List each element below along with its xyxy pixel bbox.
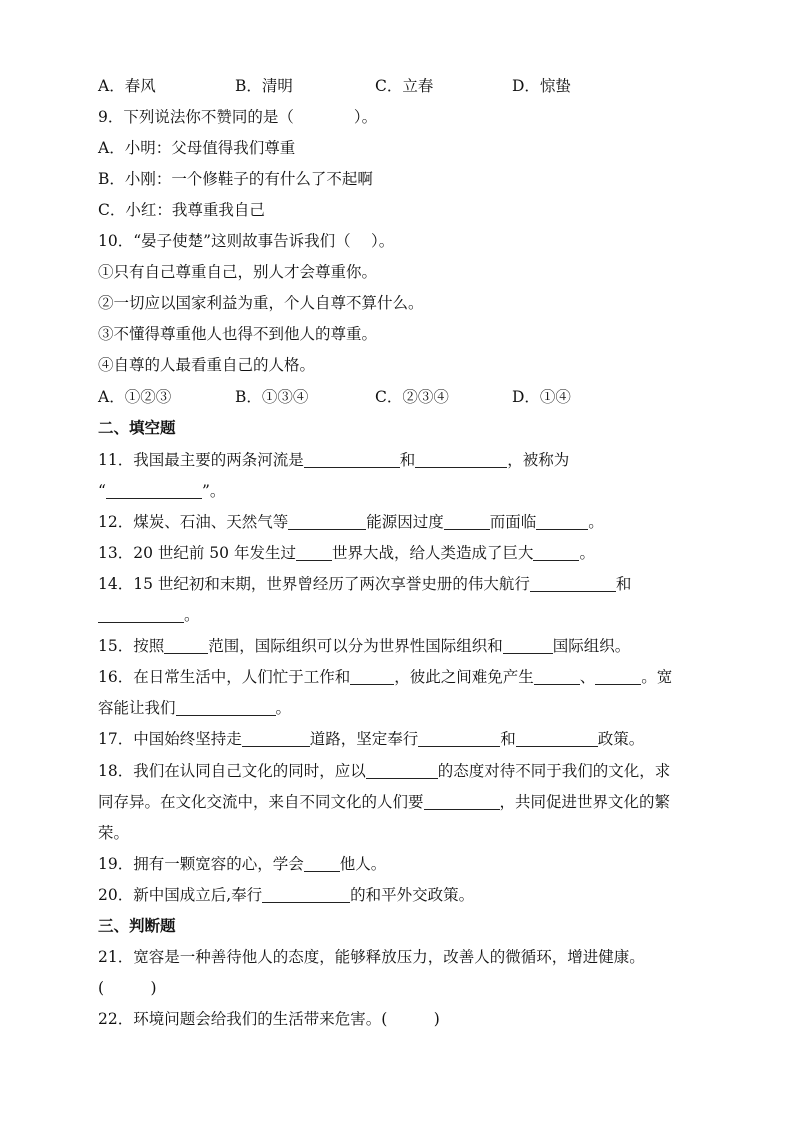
q12-blank-3[interactable] bbox=[536, 513, 588, 530]
q11-text-c: ，被称为 bbox=[507, 451, 570, 469]
q12-blank-2[interactable] bbox=[444, 513, 490, 530]
q9-option-c[interactable]: C．小红：我尊重我自己 bbox=[98, 201, 265, 219]
q12-text-b: 能源因过度 bbox=[366, 513, 444, 531]
q13-text-a: 13．20 世纪前 50 年发生过 bbox=[98, 544, 296, 562]
q8-option-b[interactable]: B．清明 bbox=[235, 77, 293, 95]
q14-text-c: 。 bbox=[184, 606, 200, 624]
q16-text-b: ，彼此之间难免产生 bbox=[394, 668, 534, 686]
q9-stem-text: 9．下列说法你不赞同的是（ bbox=[98, 108, 294, 126]
q19-line bbox=[98, 853, 698, 875]
q17-blank-1[interactable] bbox=[242, 730, 310, 747]
q20-line bbox=[98, 884, 698, 906]
q17-blank-3[interactable] bbox=[516, 730, 598, 747]
q14-line1 bbox=[98, 573, 698, 595]
q16-blank-1[interactable] bbox=[350, 668, 394, 685]
q18-text-c: 同存异。在文化交流中，来自不同文化的人们要 bbox=[98, 793, 424, 811]
q10-statement-3: ③不懂得尊重他人也得不到他人的尊重。 bbox=[98, 325, 378, 343]
q9-option-b[interactable]: B．小刚：一个修鞋子的有什么了不起啊 bbox=[98, 170, 373, 188]
q13-text-c: 。 bbox=[579, 544, 595, 562]
q11-text-b: 和 bbox=[399, 451, 416, 469]
q14-blank-2[interactable] bbox=[98, 606, 184, 623]
q12-text-a: 12．煤炭、石油、天然气等 bbox=[98, 513, 289, 531]
q18-line3: 荣。 bbox=[98, 824, 130, 842]
q14-text-b: 和 bbox=[615, 575, 632, 593]
q10-option-b[interactable]: B．①③④ bbox=[235, 388, 309, 406]
q19-text-a: 19．拥有一颗宽容的心，学会 bbox=[98, 855, 304, 873]
q17-text-c: 和 bbox=[500, 730, 516, 748]
q21-statement: 21．宽容是一种善待他人的态度，能够释放压力，改善人的微循环，增进健康。 bbox=[98, 948, 645, 966]
q21-answer-brackets[interactable]: ( ) bbox=[98, 979, 157, 997]
q16-text-d: 。宽 bbox=[641, 668, 673, 686]
q14-blank-1[interactable] bbox=[530, 575, 616, 592]
q18-line1 bbox=[98, 760, 698, 782]
q10-statement-2: ②一切应以国家利益为重，个人自尊不算什么。 bbox=[98, 294, 424, 312]
q10-option-d[interactable]: D．①④ bbox=[512, 388, 571, 406]
q12-line bbox=[98, 511, 698, 533]
q11-line2 bbox=[98, 480, 698, 502]
q8-option-a[interactable]: A．春风 bbox=[98, 77, 156, 95]
q11-blank-2[interactable] bbox=[415, 451, 507, 468]
section-judgement-heading: 三、判断题 bbox=[98, 916, 176, 935]
q11-line1 bbox=[98, 449, 698, 471]
q15-line bbox=[98, 635, 698, 657]
q9-stem-end: ）。 bbox=[353, 108, 378, 126]
q16-text-c: 、 bbox=[579, 668, 596, 686]
q18-blank-2[interactable] bbox=[424, 793, 500, 810]
q10-statement-1: ①只有自己尊重自己，别人才会尊重你。 bbox=[98, 263, 378, 281]
q10-stem: 10．“晏子使楚”这则故事告诉我们（ ）。 bbox=[98, 232, 395, 250]
q15-blank-2[interactable] bbox=[503, 637, 553, 654]
q17-line bbox=[98, 728, 698, 750]
q16-text-e: 容能让我们 bbox=[98, 699, 176, 717]
q18-text-a: 18．我们在认同自己文化的同时，应以 bbox=[98, 762, 366, 780]
q13-text-b: 世界大战，给人类造成了巨大 bbox=[331, 544, 534, 562]
q11-blank-3[interactable] bbox=[106, 482, 202, 499]
q16-blank-2[interactable] bbox=[534, 668, 580, 685]
q11-quote-open: “ bbox=[98, 482, 106, 500]
q13-blank-2[interactable] bbox=[533, 544, 579, 561]
q15-text-a: 15．按照 bbox=[98, 637, 165, 655]
q13-line bbox=[98, 542, 698, 564]
q9-stem bbox=[98, 106, 698, 128]
q12-text-d: 。 bbox=[588, 513, 604, 531]
q17-text-d: 政策。 bbox=[597, 730, 645, 748]
q20-blank-1[interactable] bbox=[262, 886, 350, 903]
q9-option-a[interactable]: A．小明：父母值得我们尊重 bbox=[98, 139, 296, 157]
q12-text-c: 而面临 bbox=[489, 513, 537, 531]
q17-blank-2[interactable] bbox=[418, 730, 500, 747]
q8-option-c[interactable]: C．立春 bbox=[375, 77, 434, 95]
q11-text-a: 11．我国最主要的两条河流是 bbox=[98, 451, 304, 469]
q10-option-a[interactable]: A．①②③ bbox=[98, 388, 172, 406]
q19-blank-1[interactable] bbox=[304, 855, 340, 872]
q16-text-f: 。 bbox=[275, 699, 292, 717]
q15-text-b: 范围，国际组织可以分为世界性国际组织和 bbox=[208, 637, 503, 655]
q16-blank-3[interactable] bbox=[595, 668, 641, 685]
q8-option-d[interactable]: D．惊蛰 bbox=[512, 77, 571, 95]
q15-blank-1[interactable] bbox=[164, 637, 208, 654]
section-fill-in-heading: 二、填空题 bbox=[98, 418, 176, 437]
q13-blank-1[interactable] bbox=[296, 544, 332, 561]
q20-text-b: 的和平外交政策。 bbox=[350, 886, 475, 904]
q10-statement-4: ④自尊的人最看重自己的人格。 bbox=[98, 356, 316, 374]
q12-blank-1[interactable] bbox=[288, 513, 366, 530]
q14-text-a: 14．15 世纪初和末期，世界曾经历了两次享誉史册的伟大航行 bbox=[98, 575, 530, 593]
q14-line2 bbox=[98, 604, 698, 626]
q18-text-d: ，共同促进世界文化的繁 bbox=[499, 793, 671, 811]
q10-option-c[interactable]: C．②③④ bbox=[375, 388, 449, 406]
q16-line2 bbox=[98, 697, 698, 719]
q20-text-a: 20．新中国成立后,奉行 bbox=[98, 886, 263, 904]
q18-blank-1[interactable] bbox=[366, 762, 438, 779]
q15-text-c: 国际组织。 bbox=[552, 637, 631, 655]
q17-text-a: 17．中国始终坚持走 bbox=[98, 730, 242, 748]
q17-text-b: 道路，坚定奉行 bbox=[309, 730, 419, 748]
q18-text-b: 的态度对待不同于我们的文化，求 bbox=[437, 762, 671, 780]
q16-line1 bbox=[98, 666, 698, 688]
q11-blank-1[interactable] bbox=[304, 451, 400, 468]
q19-text-b: 他人。 bbox=[339, 855, 387, 873]
q16-blank-4[interactable] bbox=[176, 699, 276, 716]
q16-text-a: 16．在日常生活中，人们忙于工作和 bbox=[98, 668, 351, 686]
q18-line2 bbox=[98, 791, 698, 813]
q22-statement[interactable]: 22．环境问题会给我们的生活带来危害。( ) bbox=[98, 1010, 440, 1028]
q11-quote-close: ”。 bbox=[201, 482, 226, 500]
